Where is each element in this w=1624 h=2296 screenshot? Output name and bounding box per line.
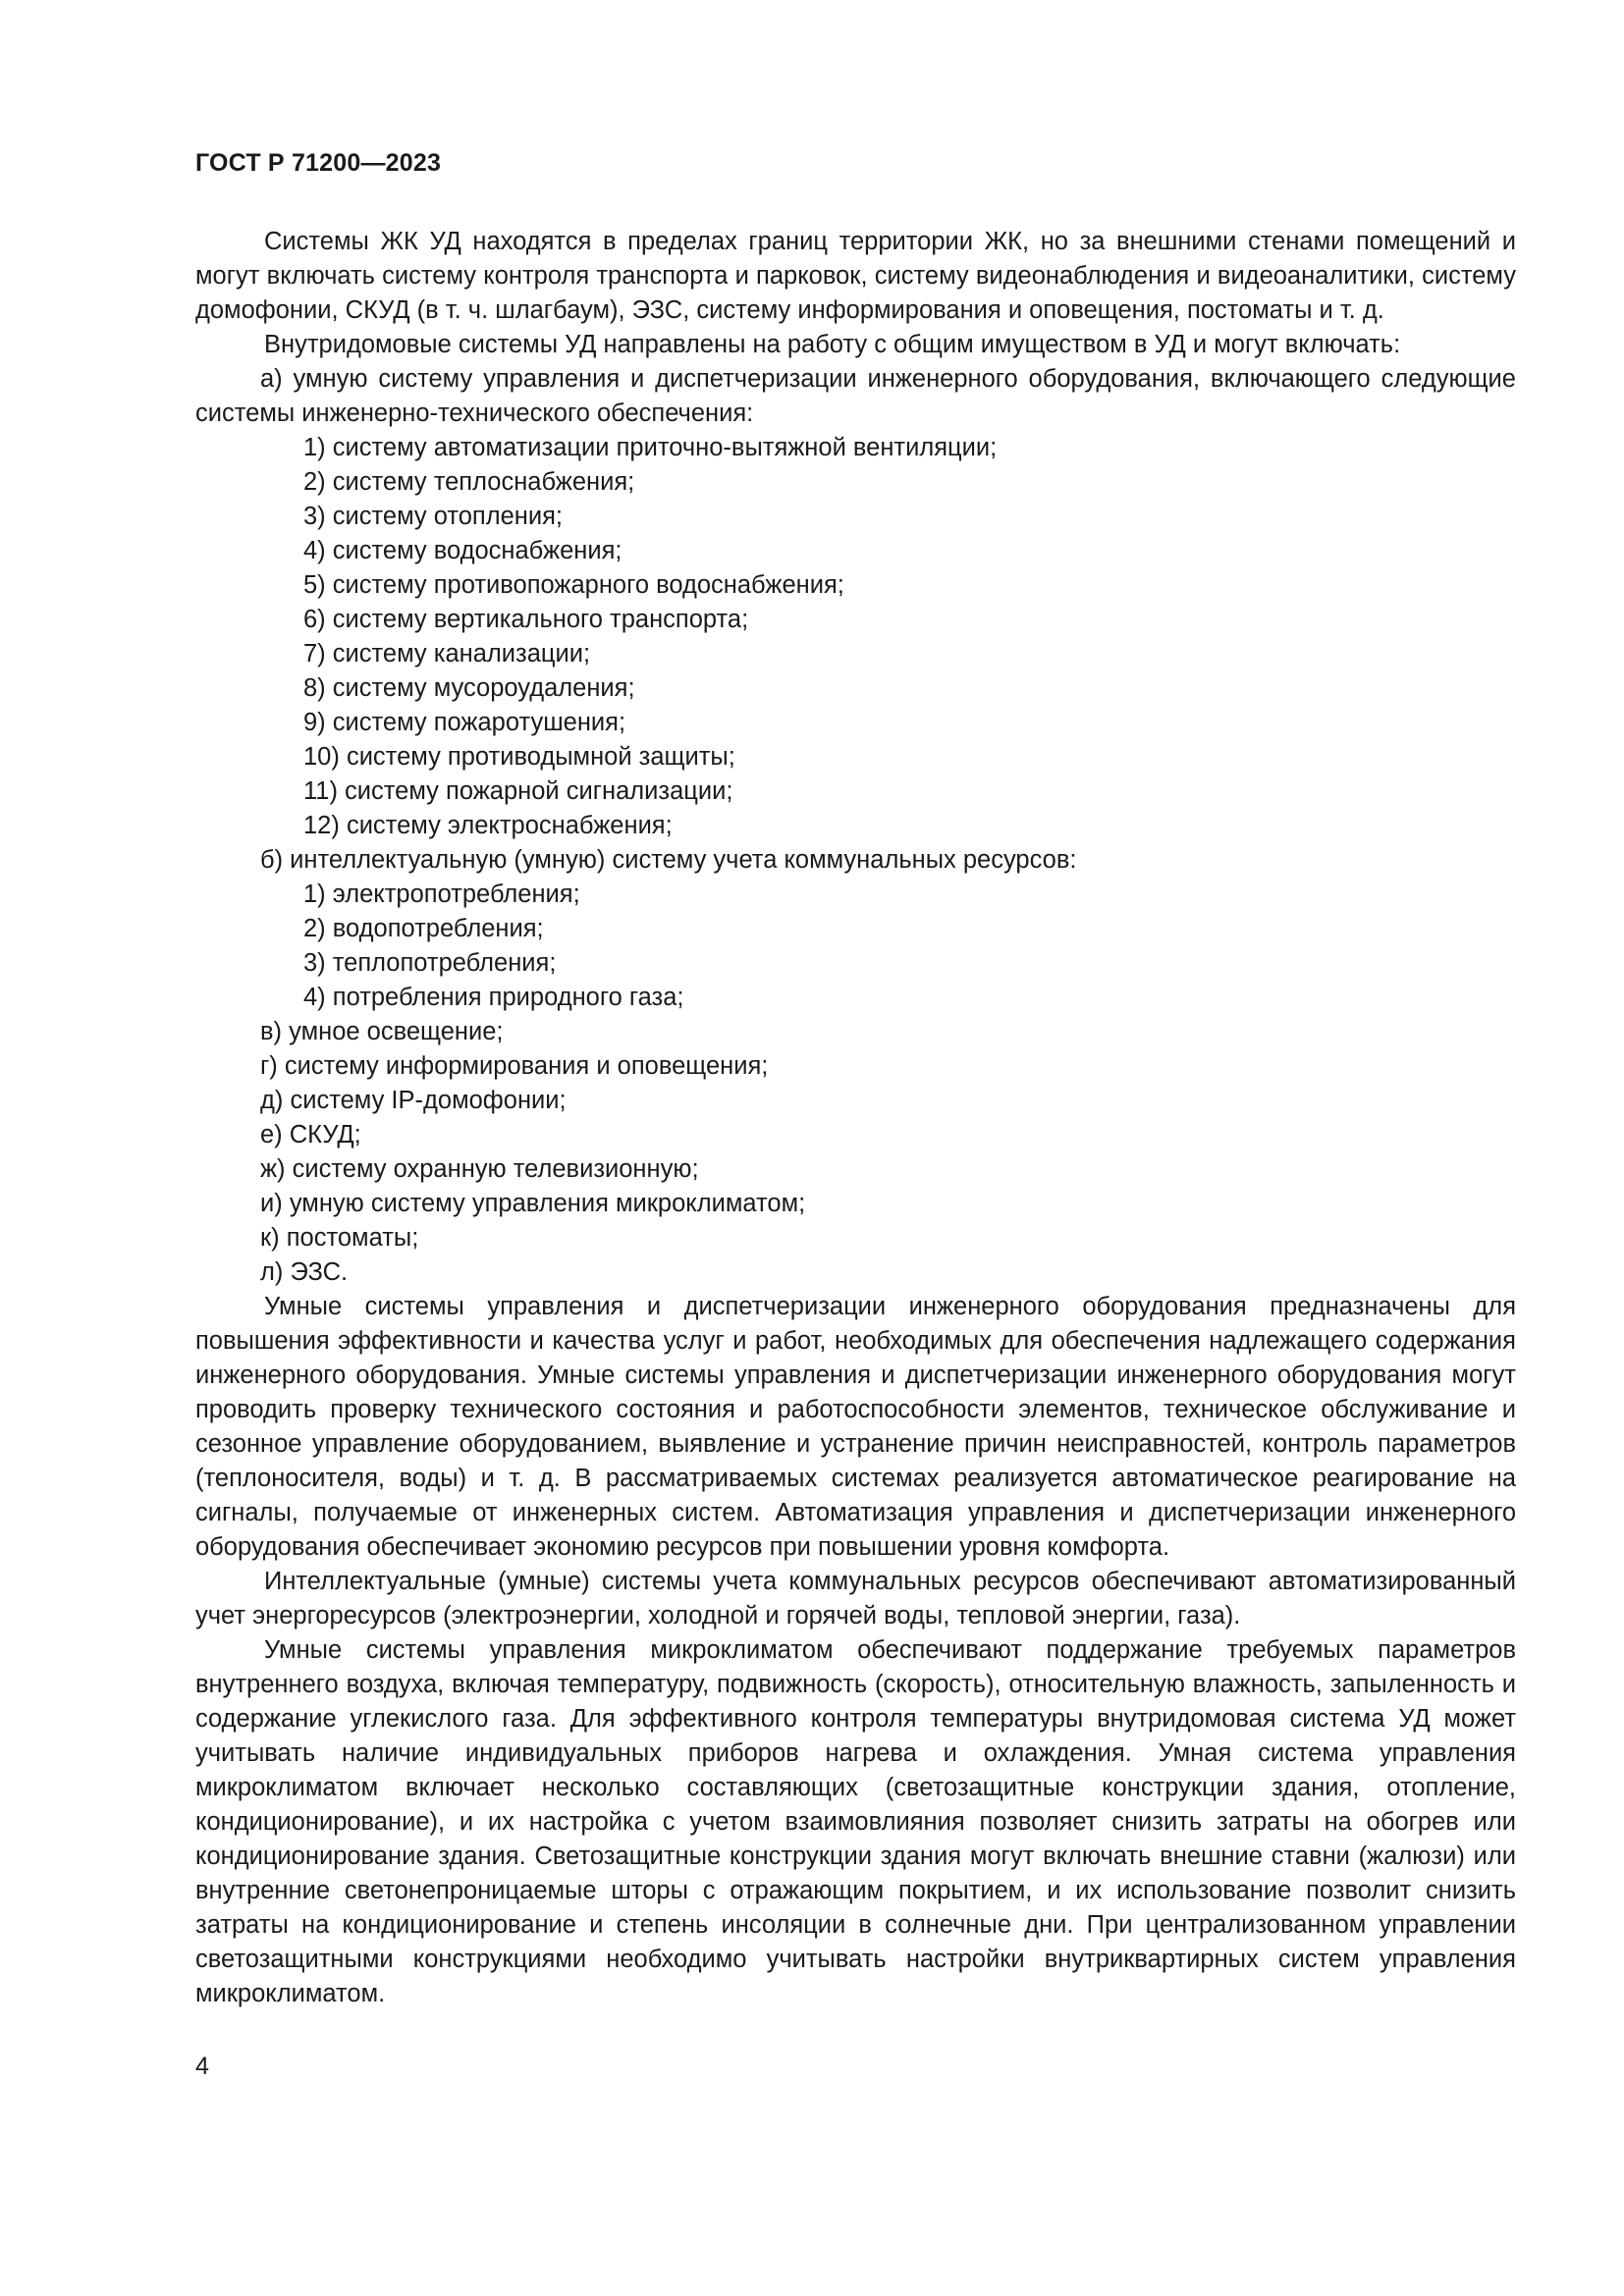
list-item-l: л) ЭЗС. [260, 1258, 349, 1286]
list-item-k: к) постоматы; [260, 1224, 419, 1252]
paragraph-in-house-systems: Внутридомовые системы УД направлены на работу с общим имуществом в УД и могут включать: [264, 331, 1401, 358]
list-a-subitem: 1) систему автоматизации приточно-вытяжной вентиляции; [303, 434, 998, 461]
paragraph-microclimate: Умные системы управления микроклиматом обеспечивают поддержание требуемых параметров внутреннего воздуха, включая температуру, подвижность (скорость), относительную влажность, запыленность и содержание углекислого газа. Для эффективного контроля температуры внутридомовая система УД может учитывать наличие индивидуальных приборов нагрева и охлаждения. Умная система управления микроклиматом включает несколько составляющих (светозащитные конструкции здания, отопление, кондиционирование), и их настройка с учетом взаимовлияния позволяет снизить затраты на обогрев или кондиционирование здания. Светозащитные конструкции здания могут включать внешние ставни (жалюзи) или внутренние светонепроницаемые шторы с отражающим покрытием, и их использование позволит снизить затраты на кондиционирование и степень инсоляции в солнечные дни. При централизованном управлении светозащитными конструкциями необходимо учитывать настройки внутриквартирных систем управления микроклиматом. [195, 1636, 1516, 2007]
list-a-subitem: 8) систему мусороудаления; [303, 674, 635, 702]
list-a-subitem: 3) систему отопления; [303, 503, 564, 530]
document-code: ГОСТ Р 71200—2023 [195, 149, 442, 177]
list-a-subitem: 10) систему противодымной защиты; [303, 743, 735, 771]
list-item-b: б) интеллектуальную (умную) систему учета коммунальных ресурсов: [260, 846, 1077, 874]
list-b-subitem: 2) водопотребления; [303, 915, 544, 942]
list-a-subitem: 7) систему канализации; [303, 640, 591, 667]
list-a-subitem: 6) систему вертикального транспорта; [303, 606, 749, 633]
list-item-zh: ж) систему охранную телевизионную; [260, 1155, 699, 1183]
list-item-d: д) систему IP-домофонии; [260, 1087, 567, 1114]
paragraph-metering: Интеллектуальные (умные) системы учета коммунальных ресурсов обеспечивают автоматизированный учет энергоресурсов (электроэнергии, холодной и горячей воды, тепловой энергии, газа). [195, 1568, 1516, 1629]
list-b-subitem: 3) теплопотребления; [303, 949, 557, 977]
list-a-subitem: 2) систему теплоснабжения; [303, 468, 635, 496]
list-item-i: и) умную систему управления микроклиматом; [260, 1190, 806, 1217]
list-b-subitem: 1) электропотребления; [303, 881, 580, 908]
document-body [195, 225, 1516, 2011]
list-item-g: г) систему информирования и оповещения; [260, 1052, 769, 1080]
list-a-subitem: 4) систему водоснабжения; [303, 537, 623, 564]
list-b-subitems [195, 878, 1516, 1015]
list-a-subitems [195, 431, 1516, 843]
list-b-subitem: 4) потребления природного газа; [303, 984, 684, 1011]
list-item-v: в) умное освещение; [260, 1018, 504, 1045]
list-item-a: а) умную систему управления и диспетчеризации инженерного оборудования, включающего следующие системы инженерно-технического обеспечения: [195, 365, 1516, 427]
list-a-subitem: 12) систему электроснабжения; [303, 812, 673, 839]
list-a-subitem: 5) систему противопожарного водоснабжения; [303, 571, 844, 599]
page-number: 4 [195, 2053, 209, 2080]
list-a-subitem: 11) систему пожарной сигнализации; [303, 777, 733, 805]
paragraph-engineering-dispatch: Умные системы управления и диспетчеризации инженерного оборудования предназначены для повышения эффективности и качества услуг и работ, необходимых для обеспечения надлежащего содержания инженерного оборудования. Умные системы управления и диспетчеризации инженерного оборудования могут проводить проверку технического состояния и работоспособности элементов, техническое обслуживание и сезонное управление оборудованием, выявление и устранение причин неисправностей, контроль параметров (теплоносителя, воды) и т. д. В рассматриваемых системах реализуется автоматическое реагирование на сигналы, получаемые от инженерных систем. Автоматизация управления и диспетчеризации инженерного оборудования обеспечивает экономию ресурсов при повышении уровня комфорта. [195, 1293, 1516, 1561]
list-item-e: е) СКУД; [260, 1121, 361, 1148]
paragraph-territory-systems: Системы ЖК УД находятся в пределах границ территории ЖК, но за внешними стенами помещений и могут включать систему контроля транспорта и парковок, систему видеонаблюдения и видеоаналитики, систему домофонии, СКУД (в т. ч. шлагбаум), ЭЗС, систему информирования и оповещения, постоматы и т. д. [195, 228, 1516, 324]
list-a-subitem: 9) систему пожаротушения; [303, 709, 626, 736]
